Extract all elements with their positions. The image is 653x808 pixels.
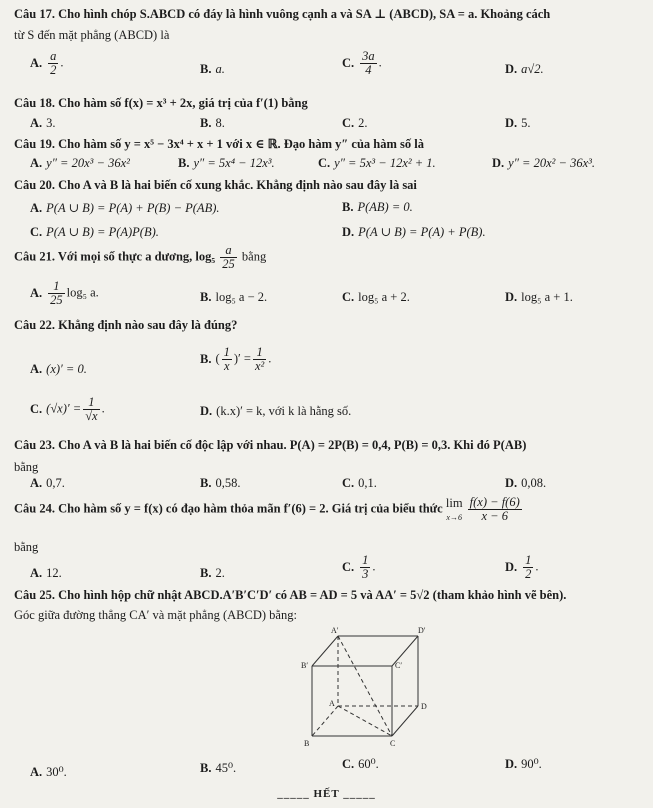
q17-option-d[interactable]: D. a√2. [505, 62, 544, 76]
footer-end-mark [0, 788, 653, 800]
q21-stem: Câu 21. Với mọi số thực a dương, log₅ $\frac{a}{25}$ bằng [14, 243, 267, 272]
footer-rule-left: _____ [277, 788, 310, 800]
q18-stem: Câu 18. Cho hàm số f(x) = x³ + 2x, giá trị của f′(1) bằng [14, 96, 308, 110]
edge-c-d [392, 706, 418, 736]
cuboid-figure [298, 624, 448, 748]
q18-option-d[interactable]: D. 5. [505, 116, 531, 130]
label-b: B [304, 739, 310, 748]
q20-option-c[interactable]: C. P(A ∪ B) = P(A)P(B). [30, 225, 159, 239]
q17-stem-line2: từ S đến mặt phẳng (ABCD) là [14, 28, 170, 42]
q20-option-d[interactable]: D. P(A ∪ B) = P(A) + P(B). [342, 225, 486, 239]
q19-option-a[interactable]: A. y″ = 20x³ − 36x² [30, 156, 130, 170]
q20-option-b[interactable]: B. P(AB) = 0. [342, 200, 413, 214]
q22-option-b[interactable]: B. ( $\frac{1}{x}$ )′ = $\frac{1}{\text{x²}}$ . [200, 345, 272, 374]
label-a: A [329, 699, 335, 708]
q24-option-a[interactable]: A. 12. [30, 566, 62, 580]
q25-option-a[interactable]: A. 30⁰. [30, 765, 67, 779]
q24-stem-line2: bằng [14, 540, 39, 554]
label-d1: D′ [418, 626, 426, 635]
q18-option-a[interactable]: A. 3. [30, 116, 56, 130]
label-a1: A′ [331, 626, 339, 635]
q19-option-b[interactable]: B. y″ = 5x⁴ − 12x³. [178, 156, 275, 170]
q22-option-a[interactable]: A. (x)′ = 0. [30, 362, 87, 376]
q22-option-d[interactable]: D. (k.x)′ = k, với k là hằng số. [200, 404, 352, 418]
q17-option-c[interactable]: C. $\frac{3a}{4}$ . [342, 49, 382, 78]
q23-option-d[interactable]: D. 0,08. [505, 476, 547, 490]
q17-option-a[interactable]: A. $\frac{a}{2}$ . [30, 49, 64, 78]
q18-option-c[interactable]: C. 2. [342, 116, 368, 130]
q23-option-b[interactable]: B. 0,58. [200, 476, 241, 490]
q19-stem: Câu 19. Cho hàm số y = x⁵ − 3x⁴ + x + 1 với x ∈ ℝ. Đạo hàm y″ của hàm số là [14, 137, 424, 151]
q24-limit: lim x→6 [445, 496, 463, 522]
q21-option-a[interactable]: A. $\frac{1}{25}$ log₅ a. [30, 279, 99, 308]
q21-option-c[interactable]: C. log₅ a + 2. [342, 290, 410, 304]
q23-option-a[interactable]: A. 0,7. [30, 476, 65, 490]
q24-stem: Câu 24. Cho hàm số y = f(x) có đạo hàm thỏa mãn f′(6) = 2. Giá trị của biểu thức lim x→6 $\frac{f(x) - f(6)}{x - 6}$ [14, 495, 520, 524]
q20-option-a[interactable]: A. P(A ∪ B) = P(A) + P(B) − P(AB). [30, 201, 220, 215]
q21-option-b[interactable]: B. log₅ a − 2. [200, 290, 268, 304]
q19-option-d[interactable]: D. y″ = 20x² − 36x³. [492, 156, 595, 170]
q18-option-b[interactable]: B. 8. [200, 116, 225, 130]
footer-text: HẾT [313, 788, 340, 800]
q25-stem-line2: Góc giữa đường thẳng CA′ và mặt phẳng (ABCD) bằng: [14, 608, 297, 622]
q24-option-d[interactable]: D. $\frac{1}{2}$ . [505, 553, 539, 582]
q23-stem-line2: bằng [14, 460, 39, 474]
diagonal-a-c [338, 706, 392, 736]
q24-option-b[interactable]: B. 2. [200, 566, 225, 580]
q21-option-d[interactable]: D. log₅ a + 1. [505, 290, 573, 304]
q23-stem-line1: Câu 23. Cho A và B là hai biến cố độc lập với nhau. P(A) = 2P(B) = 0,4, P(B) = 0,3. Khi đó P(AB) [14, 438, 527, 452]
edge-a-b-hidden [312, 706, 338, 736]
q22-stem: Câu 22. Khẳng định nào sau đây là đúng? [14, 318, 238, 332]
label-d: D [421, 702, 427, 711]
edge-a1-b1 [312, 636, 338, 666]
q20-stem: Câu 20. Cho A và B là hai biến cố xung khắc. Khẳng định nào sau đây là sai [14, 178, 417, 192]
q25-stem-line1: Câu 25. Cho hình hộp chữ nhật ABCD.A′B′C′D′ có AB = AD = 5 và AA′ = 5√2 (tham khảo hình vẽ bên). [14, 588, 567, 602]
q25-option-d[interactable]: D. 90⁰. [505, 757, 542, 771]
q17-stem-line1: Câu 17. Cho hình chóp S.ABCD có đáy là hình vuông cạnh a và SA ⊥ (ABCD), SA = a. Khoảng cách [14, 7, 551, 21]
label-b1: B′ [301, 661, 309, 670]
q25-option-c[interactable]: C. 60⁰. [342, 757, 379, 771]
label-c: C [390, 739, 396, 748]
q25-option-b[interactable]: B. 45⁰. [200, 761, 237, 775]
q17-option-b[interactable]: B. a. [200, 62, 225, 76]
q24-option-c[interactable]: C. $\frac{1}{3}$ . [342, 553, 376, 582]
q19-option-c[interactable]: C. y″ = 5x³ − 12x² + 1. [318, 156, 436, 170]
footer-rule-right: _____ [343, 788, 376, 800]
q22-option-c[interactable]: C. (√x)′ = $\frac{1}{√x}$ . [30, 395, 105, 424]
q23-option-c[interactable]: C. 0,1. [342, 476, 377, 490]
label-c1: C′ [395, 661, 403, 670]
